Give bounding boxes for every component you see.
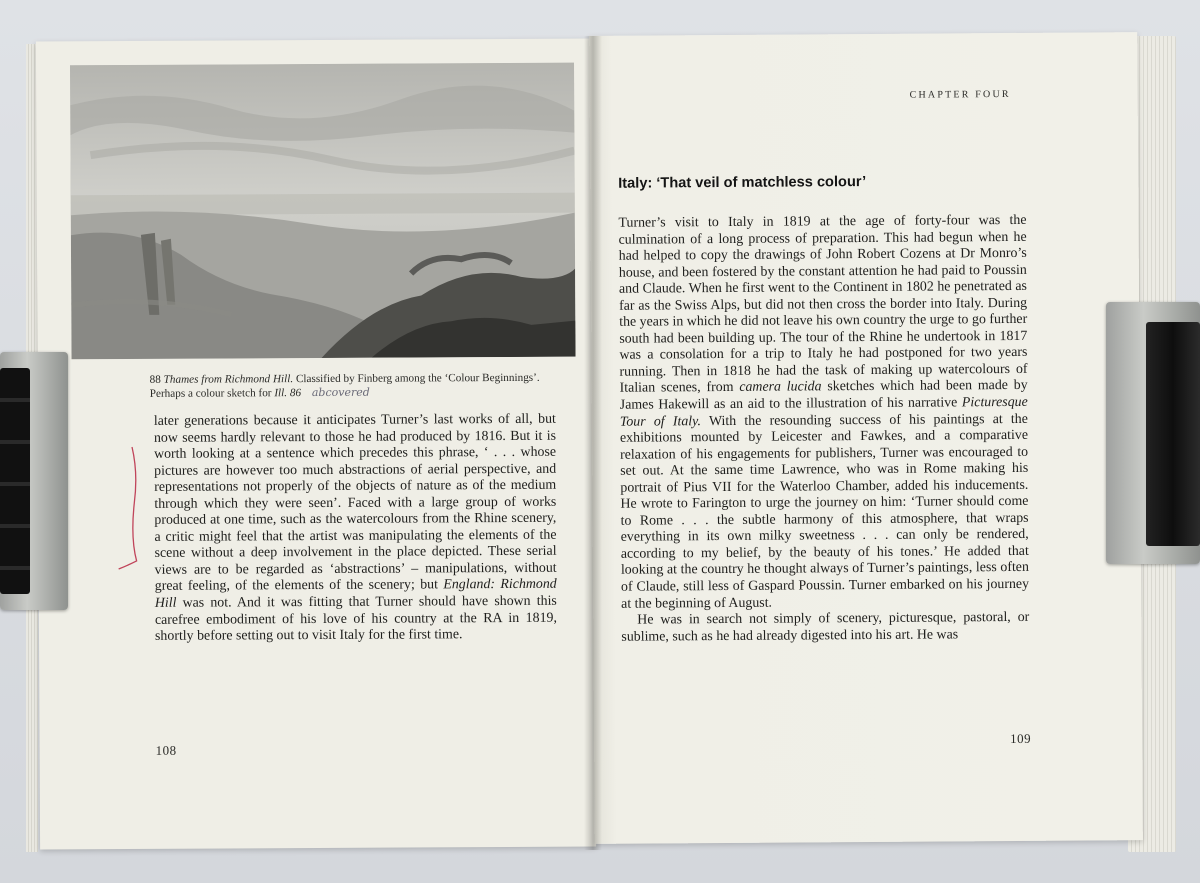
page-number-left: 108 bbox=[155, 742, 177, 758]
clip-handle-left bbox=[0, 368, 30, 594]
left-paragraph-end: was not. And it was fitting that Turner should have shown this carefree embodiment of his love of his country at the RA in 1819, shortly before setting out to visit Italy for the first time. bbox=[154, 593, 557, 644]
p1-italic-1: camera lucida bbox=[739, 379, 822, 396]
p1-text-a: Turner’s visit to Italy in 1819 at the age of forty-four was the culmination of a long process of preparation. This had begun when he had helped to copy the drawings of John Robert Cozens at Dr Monro’s house, and been fostered by the constant attention he had paid to Poussin and Claude. When he first went to the Continent in 1802 he penetrated as far as the Swiss Alps, but did not then cross the border into Italy. During the years in which he did not leave his own country the urge to go further south had been building up. The tour of the Rhine he undertook in 1817 was a consolation for a trip to Italy he had postponed for two years running. Then in 1818 he had the task of making up watercolours of Italian scenes, from bbox=[618, 212, 1028, 397]
right-body-text bbox=[618, 213, 1029, 646]
margin-pencil-mark bbox=[114, 443, 145, 573]
caption-text: Classified by Finberg among the ‘Colour Beginnings’. Perhaps a colour sketch for bbox=[149, 371, 540, 401]
sketch-image bbox=[70, 63, 576, 360]
chapter-title: Italy: ‘That veil of matchless colour’ bbox=[618, 173, 867, 192]
handwritten-note: abcovered bbox=[311, 386, 370, 400]
chapter-label: CHAPTER FOUR bbox=[909, 88, 1011, 101]
clip-handle-right bbox=[1146, 322, 1200, 546]
caption-title: Thames from Richmond Hill. bbox=[163, 373, 294, 386]
book-gutter bbox=[584, 36, 602, 850]
left-body-text bbox=[154, 412, 557, 646]
binder-clip-left bbox=[0, 352, 68, 610]
right-paragraph-1 bbox=[618, 213, 1029, 613]
p1-italic-2: Picturesque Tour of Italy. bbox=[619, 394, 1028, 430]
page-number-right: 109 bbox=[1010, 730, 1032, 747]
caption-ref: Ill. 86 bbox=[274, 387, 302, 400]
p1-text-c: With the resounding success of his paintings at the exhibitions mounted by Leicester and Fawkes, and a comparative relaxation of his engagements for publishers, Turner was encouraged to set out. At the same time Lawrence, who was in Rome making his portrait of Pius VII for the Waterloo Chamber, added his inducements. He wrote to Farington to urge the journey on him: ‘Turner should come to Rome . . . the subtle harmony of this atmosphere, that wraps everything in its own milky sweetness . . . can only be rendered, according to my belief, by the beauty of his tones.’ He added that looking at the country he thought always of Turner’s paintings, less often of Claude, still less of Gaspard Poussin. Turner embarked on his journey at the beginning of August. bbox=[619, 411, 1030, 612]
right-page bbox=[589, 32, 1143, 844]
right-paragraph-2: He was in search not simply of scenery, picturesque, pastoral, or sublime, such as he had already digested into his art. He was bbox=[621, 609, 1030, 645]
left-paragraph-italic: England: Richmond Hill bbox=[154, 577, 557, 611]
binder-clip-right bbox=[1106, 302, 1200, 564]
left-paragraph-text: later generations because it anticipates Turner’s last works of all, but now seems hardly relevant to those he had produced by 1816. But it is worth looking at a sentence which precedes this phrase, ‘ . . . whose pictures are however too much abstractions of aerial perspective, and representations not properly of the objects of nature as of the medium through which they were seen’. Faced with a large group of works produced at one time, such as the watercolours from the Rhine scenery, a critic might feel that the artist was manipulating the elements of the scene without a deep involvement in the place depicted. These serial views are to be regarded as ‘abstractions’ – manipulations, without great feeling, of the elements of the scenery; but bbox=[153, 411, 557, 595]
caption-number: 88 bbox=[149, 373, 161, 386]
left-paragraph bbox=[154, 412, 557, 646]
illustration-thames-from-richmond-hill bbox=[70, 63, 576, 360]
left-page bbox=[36, 39, 596, 850]
p1-text-b: sketches which had been made by James Hakewill as an aid to the illustration of his narrative bbox=[619, 378, 1028, 413]
figure-caption bbox=[150, 372, 570, 402]
